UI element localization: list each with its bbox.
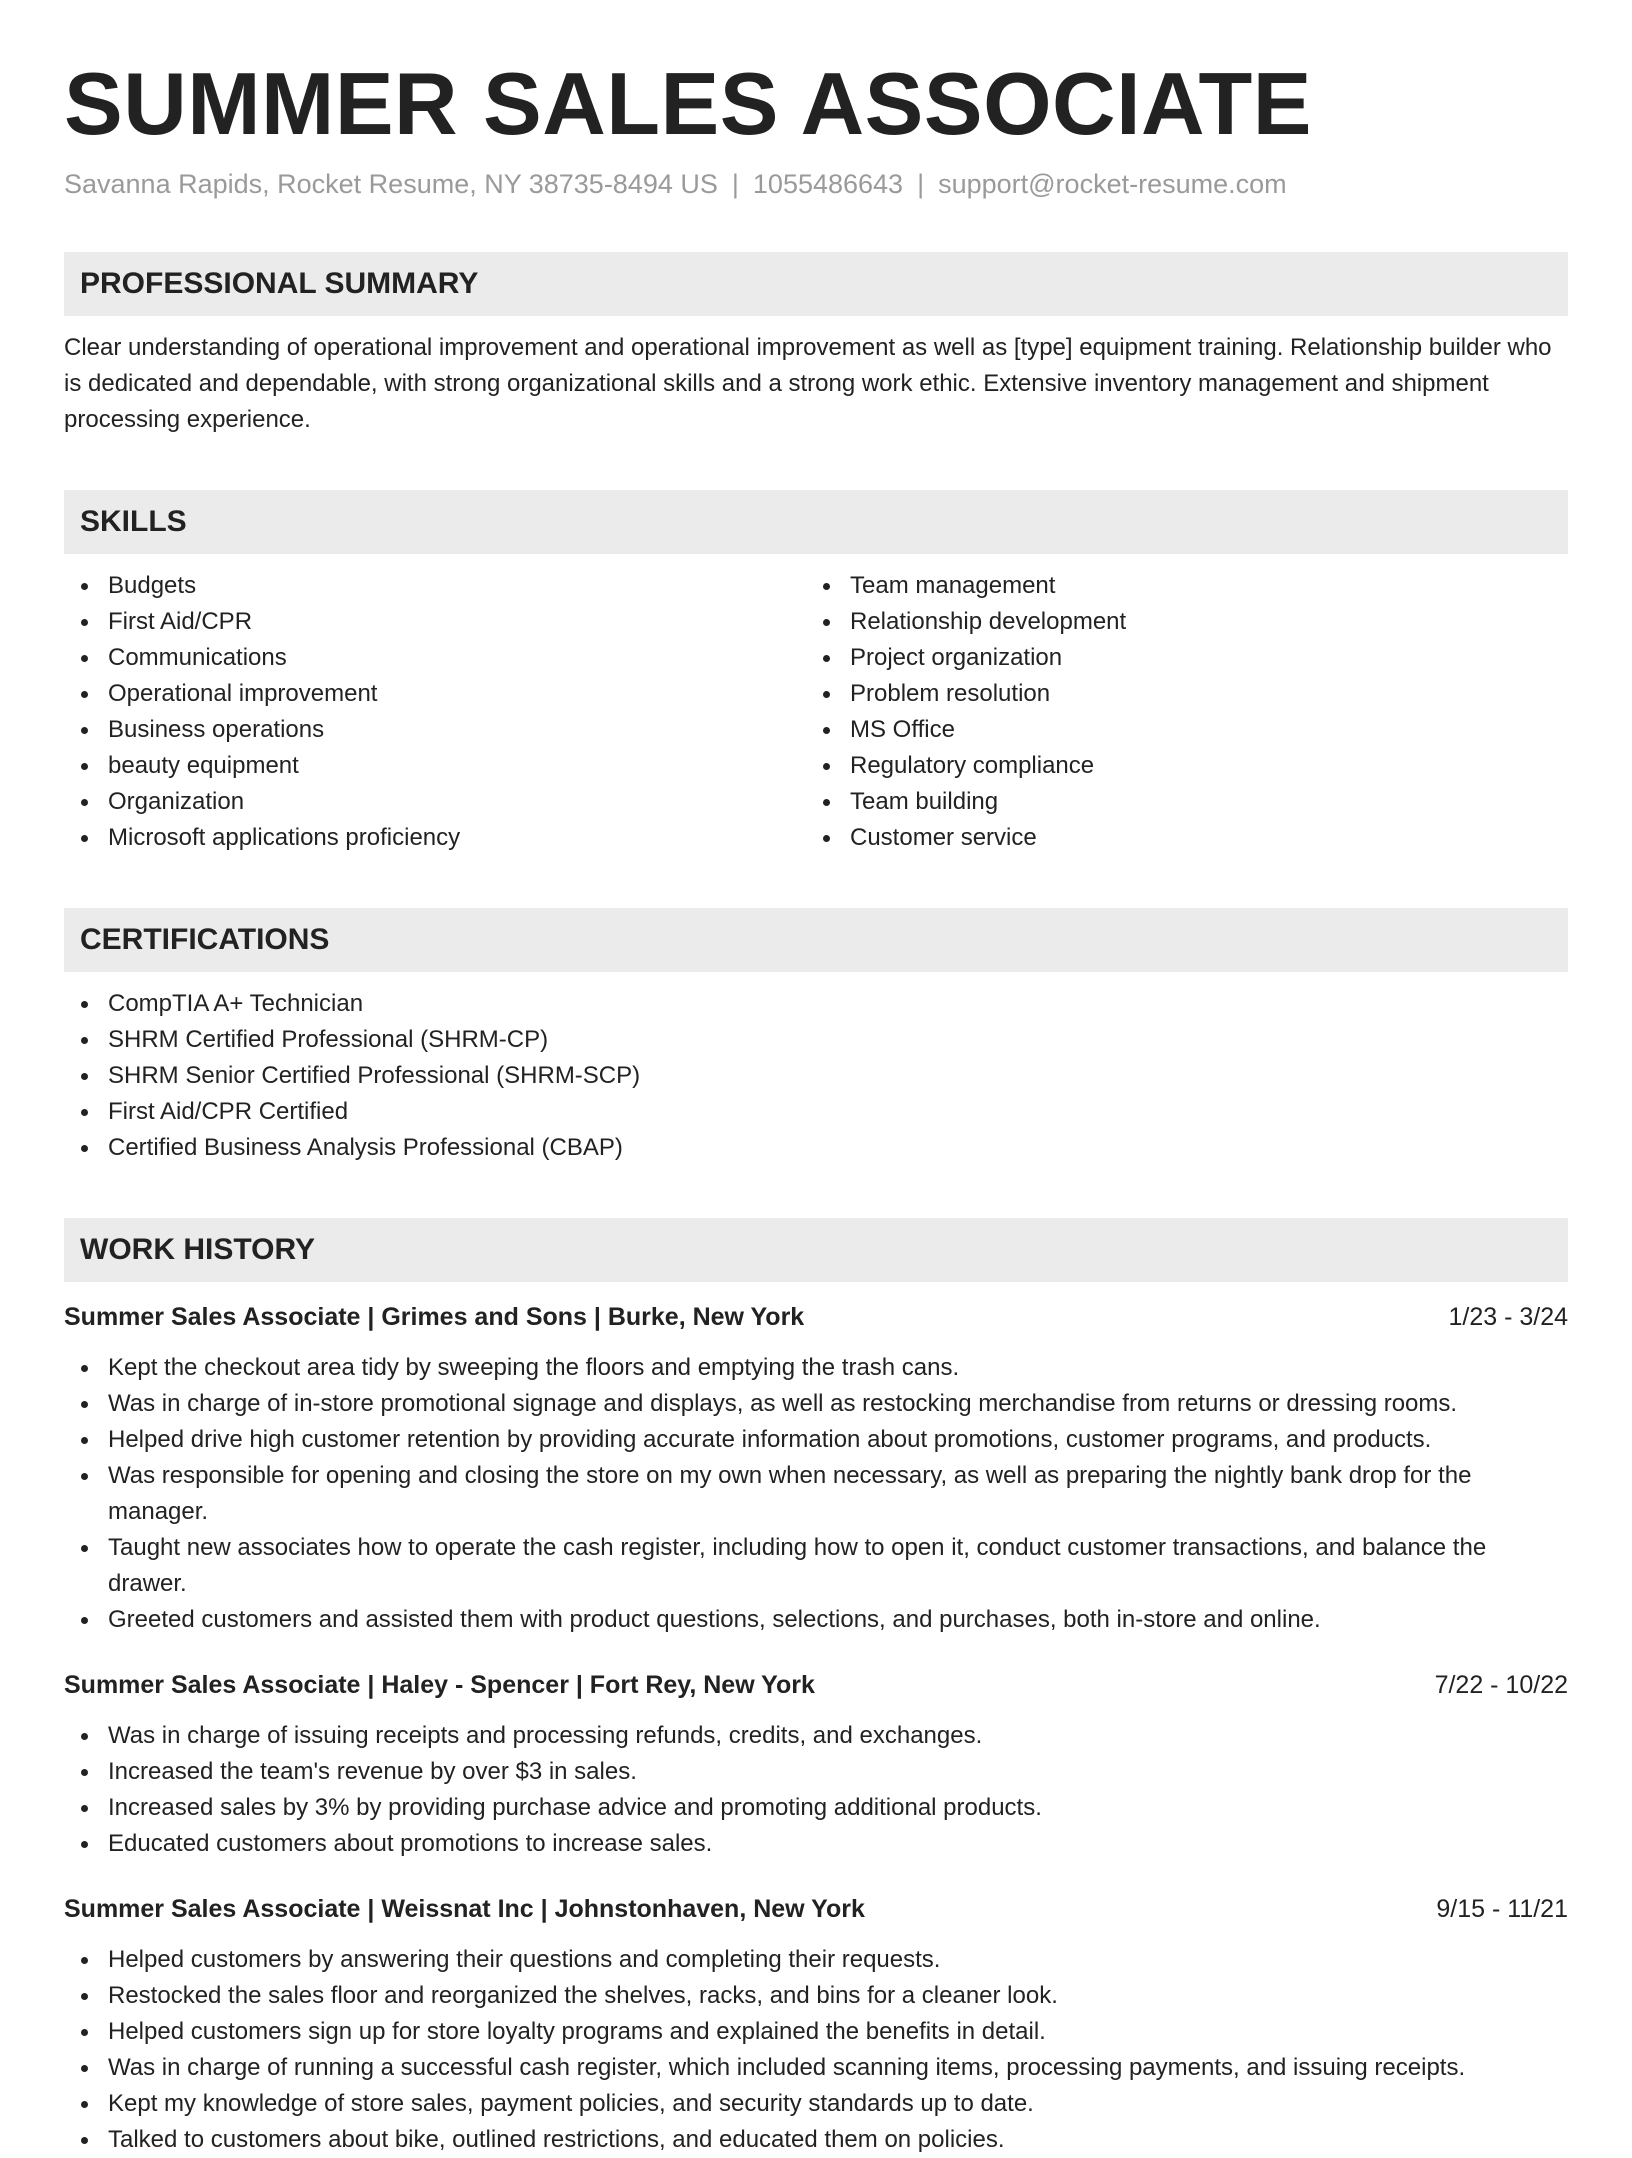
job-bullet: Helped customers by answering their questions and completing their requests.: [64, 1942, 1568, 1978]
job-header: [64, 1892, 1568, 1926]
skill-item: Team management: [806, 568, 1548, 604]
resume-name: SUMMER SALES ASSOCIATE: [64, 54, 1312, 153]
certification-item: SHRM Senior Certified Professional (SHRM-SCP): [64, 1058, 1568, 1094]
contact-email: support@rocket-resume.com: [938, 168, 1287, 199]
job-header: [64, 1300, 1568, 1334]
job-entry: [64, 1668, 1568, 1862]
certification-item: SHRM Certified Professional (SHRM-CP): [64, 1022, 1568, 1058]
job-bullet: Increased the team's revenue by over $3 in sales.: [64, 1754, 1568, 1790]
skill-item: Problem resolution: [806, 676, 1548, 712]
skill-item: Organization: [64, 784, 806, 820]
job-bullet: Was in charge of issuing receipts and processing refunds, credits, and exchanges.: [64, 1718, 1568, 1754]
section-header-certifications: CERTIFICATIONS: [64, 908, 1568, 972]
skill-item: MS Office: [806, 712, 1548, 748]
job-bullet: Taught new associates how to operate the cash register, including how to open it, conduct customer transactions, and balance the drawer.: [64, 1530, 1568, 1602]
summary-text: Clear understanding of operational improvement and operational improvement as well as [type] equipment training. Relationship builder who is dedicated and dependable, with strong organizational skills and a strong work ethic. Extensive inventory management and shipment processing experience.: [64, 333, 1552, 433]
resume-page: [64, 0, 1568, 2158]
job-bullet: Increased sales by 3% by providing purchase advice and promoting additional products.: [64, 1790, 1568, 1826]
job-heading: Summer Sales Associate | Grimes and Sons | Burke, New York: [64, 1302, 805, 1331]
job-bullet: Was in charge of in-store promotional signage and displays, as well as restocking merchandise from returns or dressing rooms.: [64, 1386, 1568, 1422]
contact-line: [64, 167, 1568, 202]
job-bullet: Educated customers about promotions to increase sales.: [64, 1826, 1568, 1862]
section-header-skills: SKILLS: [64, 490, 1568, 554]
job-bullet: Was in charge of running a successful cash register, which included scanning items, processing payments, and issuing receipts.: [64, 2050, 1568, 2086]
skill-item: Customer service: [806, 820, 1548, 856]
skill-item: Microsoft applications proficiency: [64, 820, 806, 856]
skill-item: First Aid/CPR: [64, 604, 806, 640]
skill-item: Budgets: [64, 568, 806, 604]
certification-item: CompTIA A+ Technician: [64, 986, 1568, 1022]
job-heading: Summer Sales Associate | Weissnat Inc | Johnstonhaven, New York: [64, 1894, 865, 1923]
job-bullets: [64, 1350, 1568, 1638]
skill-item: Communications: [64, 640, 806, 676]
job-bullet: Helped drive high customer retention by providing accurate information about promotions, customer programs, and products.: [64, 1422, 1568, 1458]
job-bullets: [64, 1942, 1568, 2158]
skill-item: Team building: [806, 784, 1548, 820]
job-dates: 9/15 - 11/21: [1436, 1894, 1568, 1923]
job-bullet: Was responsible for opening and closing the store on my own when necessary, as well as preparing the nightly bank drop for the manager.: [64, 1458, 1568, 1530]
job-entry: [64, 1892, 1568, 2158]
job-bullet: Kept my knowledge of store sales, payment policies, and security standards up to date.: [64, 2086, 1568, 2122]
skills-list-left: [64, 568, 806, 856]
certification-item: Certified Business Analysis Professional (CBAP): [64, 1130, 1568, 1166]
job-dates: 1/23 - 3/24: [1448, 1302, 1568, 1331]
job-bullet: Restocked the sales floor and reorganized the shelves, racks, and bins for a cleaner look.: [64, 1978, 1568, 2014]
certification-item: First Aid/CPR Certified: [64, 1094, 1568, 1130]
skills-grid: [64, 554, 1568, 856]
job-bullet: Helped customers sign up for store loyalty programs and explained the benefits in detail.: [64, 2014, 1568, 2050]
skill-item: Business operations: [64, 712, 806, 748]
section-header-work-history: WORK HISTORY: [64, 1218, 1568, 1282]
skill-item: beauty equipment: [64, 748, 806, 784]
job-dates: 7/22 - 10/22: [1434, 1670, 1568, 1699]
contact-address: Savanna Rapids, Rocket Resume, NY 38735-8494 US: [64, 168, 718, 199]
job-bullet: Kept the checkout area tidy by sweeping the floors and emptying the trash cans.: [64, 1350, 1568, 1386]
job-bullet: Greeted customers and assisted them with product questions, selections, and purchases, both in-store and online.: [64, 1602, 1568, 1638]
skill-item: Project organization: [806, 640, 1548, 676]
job-entry: [64, 1300, 1568, 1638]
section-header-summary: PROFESSIONAL SUMMARY: [64, 252, 1568, 316]
skill-item: Operational improvement: [64, 676, 806, 712]
contact-separator: |: [731, 168, 739, 199]
skill-item: Regulatory compliance: [806, 748, 1548, 784]
job-header: [64, 1668, 1568, 1702]
skill-item: Relationship development: [806, 604, 1548, 640]
skills-list-right: [806, 568, 1548, 856]
job-bullets: [64, 1718, 1568, 1862]
job-heading: Summer Sales Associate | Haley - Spencer | Fort Rey, New York: [64, 1670, 815, 1699]
job-bullet: Talked to customers about bike, outlined restrictions, and educated them on policies.: [64, 2122, 1568, 2158]
certifications-list: [64, 986, 1568, 1166]
contact-phone: 1055486643: [752, 168, 904, 199]
contact-separator: |: [917, 168, 925, 199]
